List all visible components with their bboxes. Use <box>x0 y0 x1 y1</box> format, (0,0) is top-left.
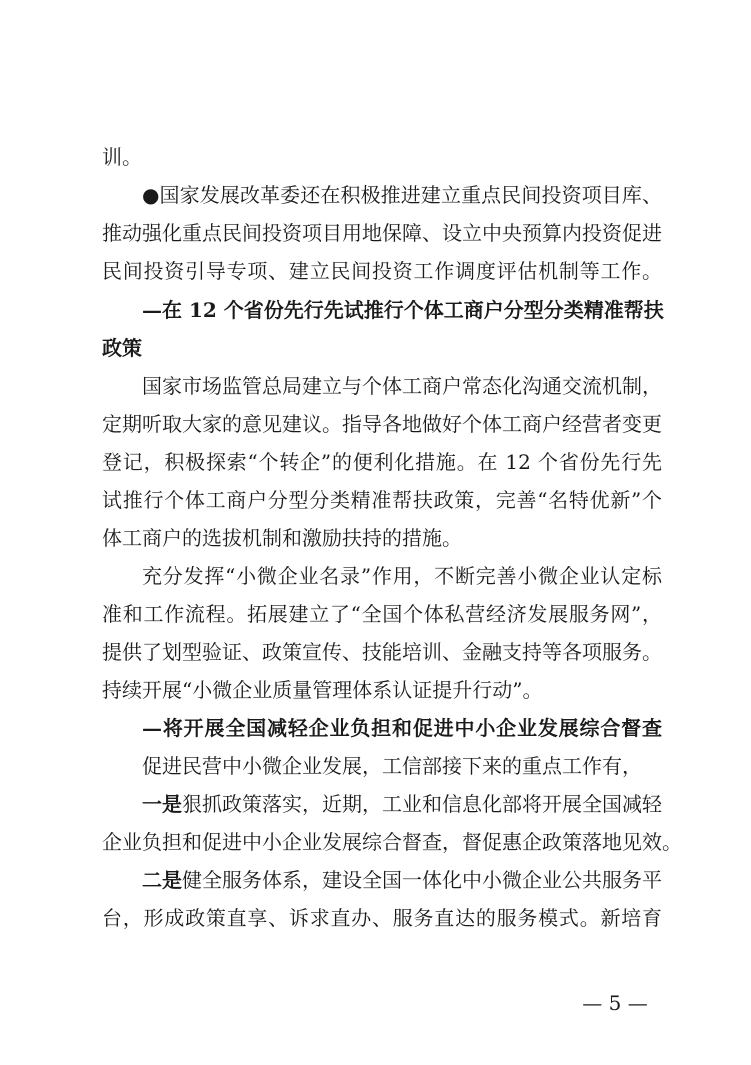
body-line: ●国家发展改革委还在积极推进建立重点民间投资项目库、 <box>142 183 662 207</box>
page-number: — 5 — <box>582 991 648 1015</box>
body-line: 体工商户的选拔机制和激励扶持的措施。 <box>102 526 462 550</box>
body-line: 提供了划型验证、政策宣传、技能培训、金融支持等各项服务。 <box>102 640 662 664</box>
lead-label: 二是 <box>142 868 182 892</box>
body-line: 定期听取大家的意见建议。指导各地做好个体工商户经营者变更 <box>102 412 662 436</box>
body-line: 企业负担和促进中小企业发展综合督查，督促惠企政策落地见效。 <box>102 830 682 854</box>
body-line: 训。 <box>102 145 142 169</box>
body-line <box>142 785 662 823</box>
body-line: 充分发挥“小微企业名录”作用，不断完善小微企业认定标 <box>142 564 662 588</box>
body-line <box>142 861 662 899</box>
body-line: 促进民营中小微企业发展，工信部接下来的重点工作有， <box>142 754 642 778</box>
body-line: 登记，积极探索“个转企”的便利化措施。在 12 个省份先行先 <box>102 450 662 474</box>
lead-label: 一是 <box>142 792 182 816</box>
body-line: 试推行个体工商户分型分类精准帮扶政策，完善“名特优新”个 <box>102 488 662 512</box>
body-text: 狠抓政策落实，近期，工业和信息化部将开展全国减轻 <box>182 792 662 816</box>
section-heading: 政策 <box>102 336 142 360</box>
section-heading: —将开展全国减轻企业负担和促进中小企业发展综合督查 <box>142 716 662 740</box>
body-text: 健全服务体系，建设全国一体化中小微企业公共服务平 <box>182 868 662 892</box>
body-line: 民间投资引导专项、建立民间投资工作调度评估机制等工作。 <box>102 259 662 283</box>
section-heading: —在 12 个省份先行先试推行个体工商户分型分类精准帮扶 <box>142 298 664 322</box>
body-line: 台，形成政策直享、诉求直办、服务直达的服务模式。新培育 <box>102 906 662 930</box>
body-line: 准和工作流程。拓展建立了“全国个体私营经济发展服务网”， <box>102 602 662 626</box>
body-line: 持续开展“小微企业质量管理体系认证提升行动”。 <box>102 678 543 702</box>
body-line: 推动强化重点民间投资项目用地保障、设立中央预算内投资促进 <box>102 221 662 245</box>
body-line: 国家市场监管总局建立与个体工商户常态化沟通交流机制， <box>142 374 662 398</box>
